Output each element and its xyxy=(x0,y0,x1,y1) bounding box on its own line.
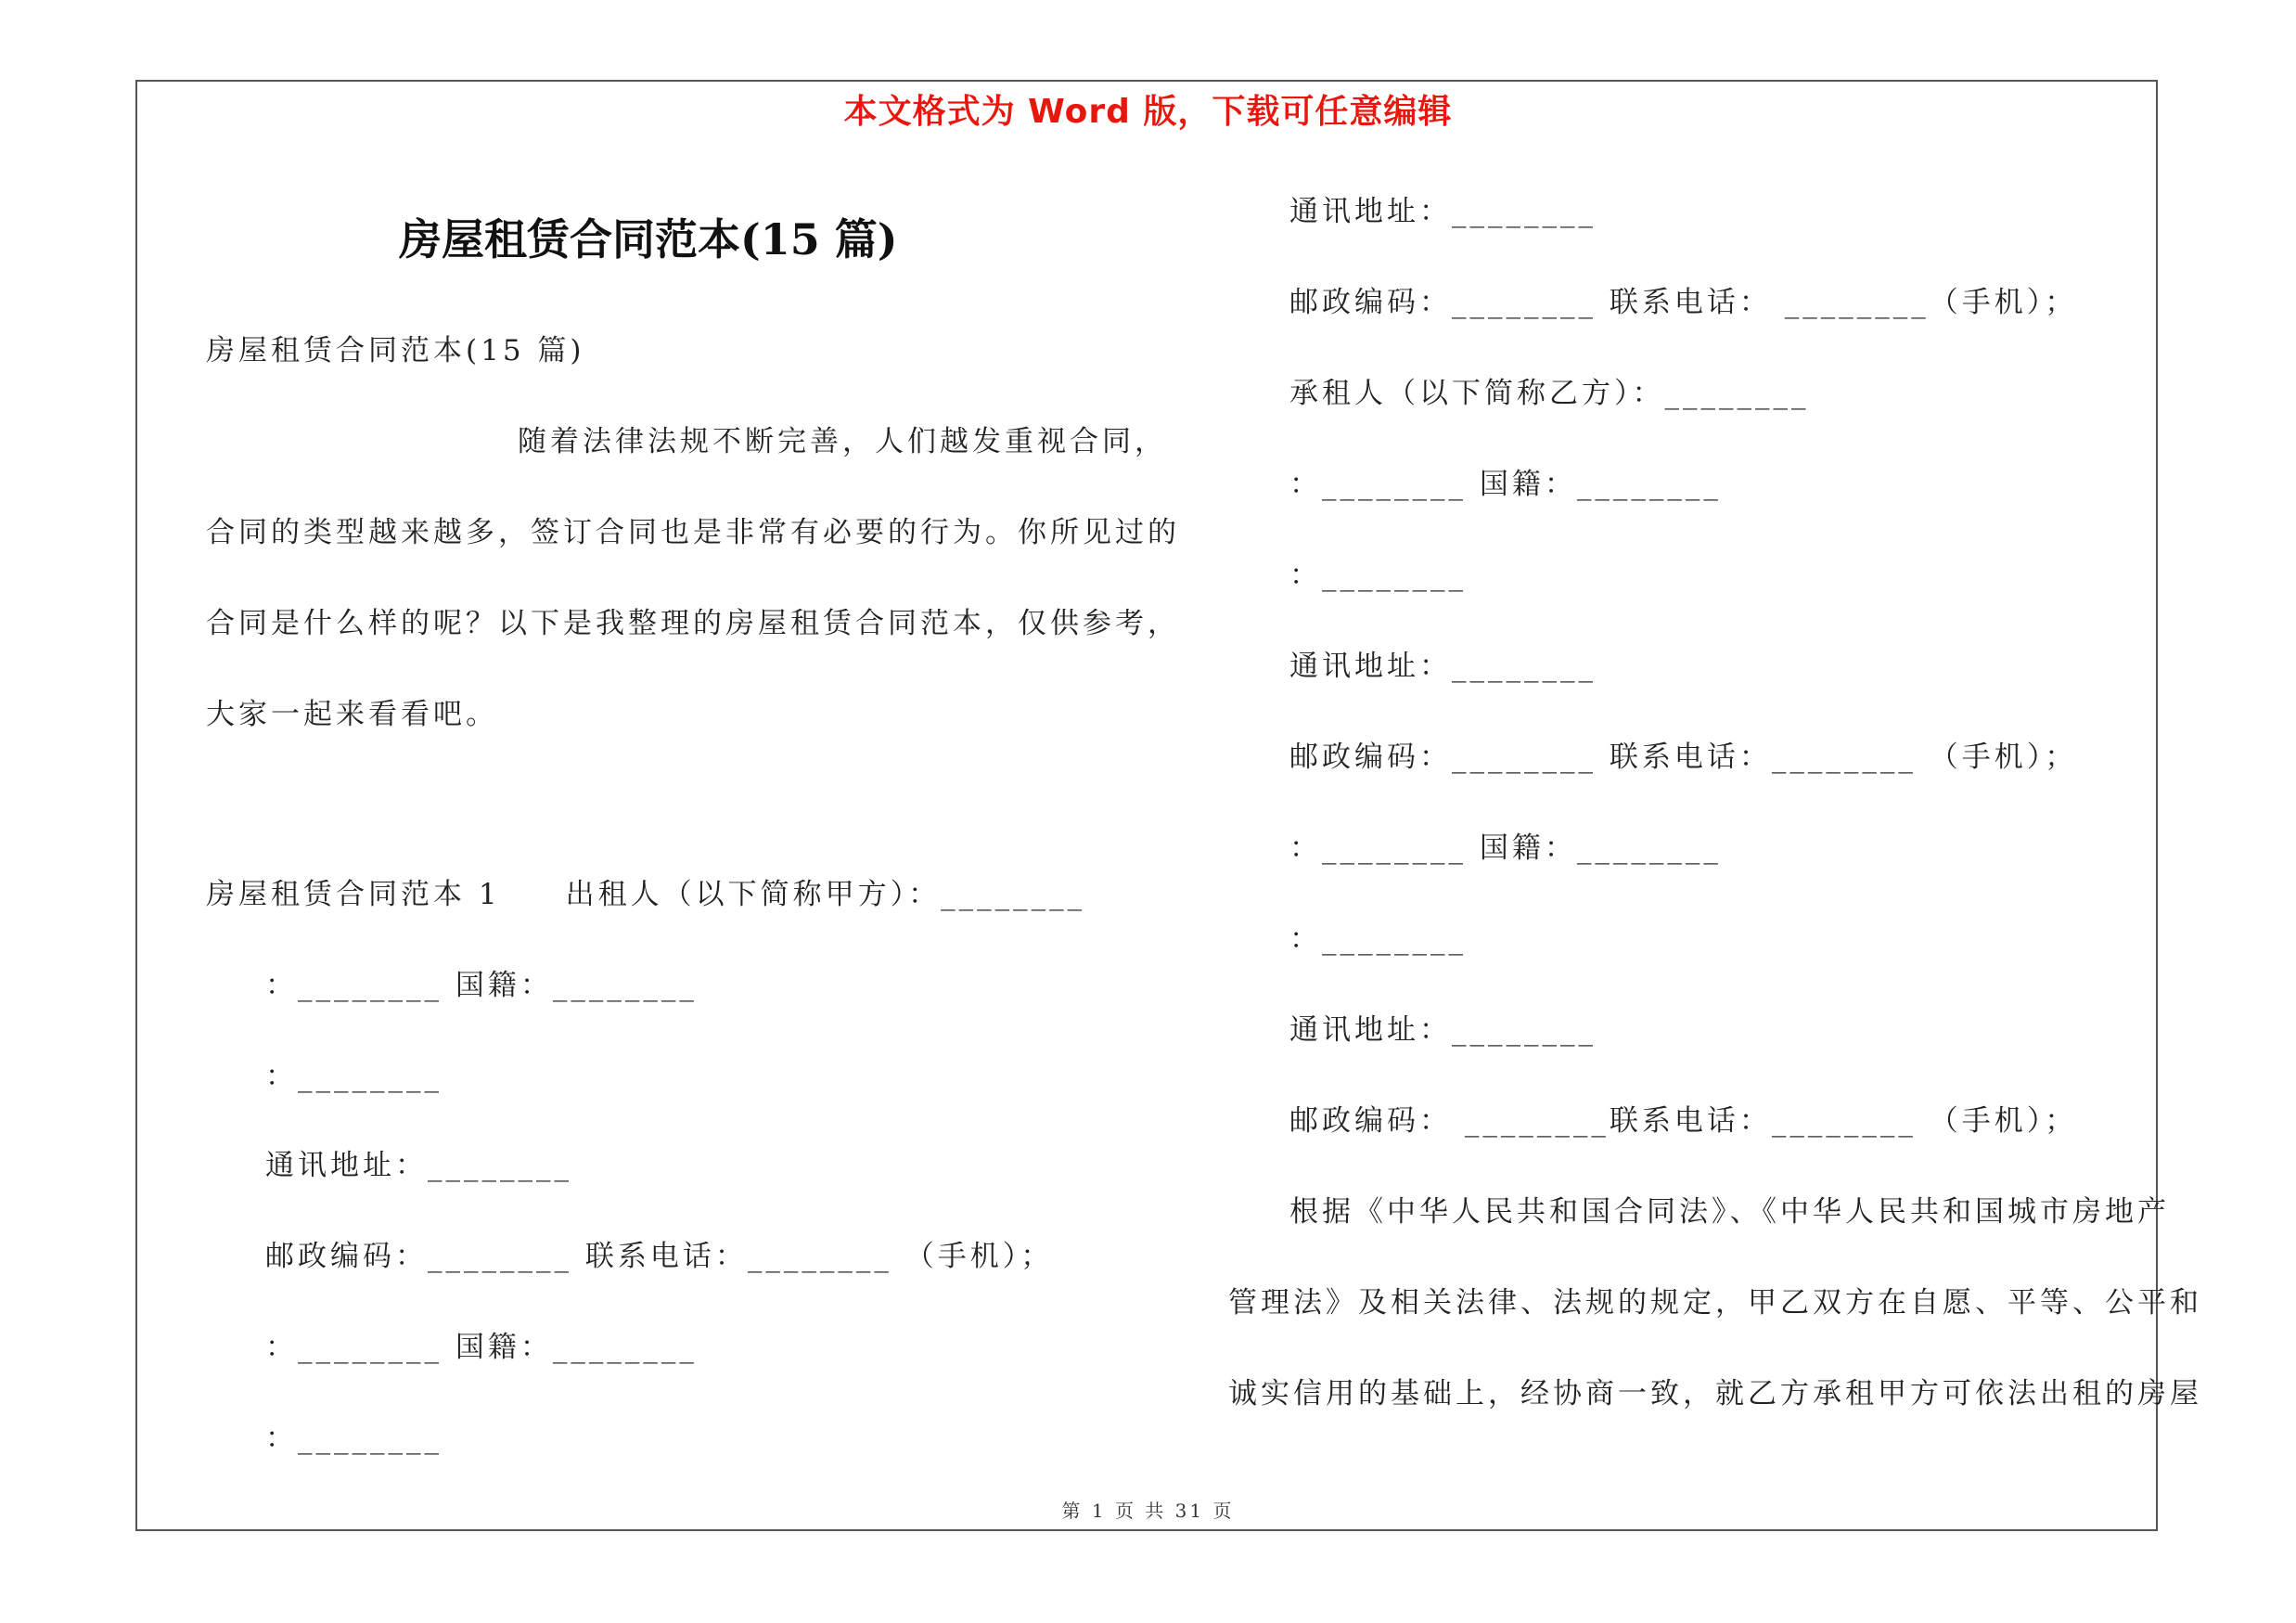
lessee-line: 承租人（以下简称乙方）：________ xyxy=(1289,377,1810,410)
blank-line: ：________ xyxy=(265,1422,443,1455)
address-line: 通讯地址：________ xyxy=(1289,195,1597,228)
paragraph-line: 大家一起来看看吧。 xyxy=(206,698,498,731)
nationality-line: ：________ 国籍：________ xyxy=(265,969,698,1002)
paragraph-line: 合同是什么样的呢？以下是我整理的房屋租赁合同范本，仅供参考， xyxy=(206,607,1180,640)
paragraph-line: 合同的类型越来越多，签订合同也是非常有必要的行为。你所见过的 xyxy=(206,516,1180,549)
blank-line: ：________ xyxy=(1289,922,1467,956)
postcode-phone-line: 邮政编码：________ 联系电话： ________（手机）； xyxy=(1289,286,2078,319)
subtitle-line: 房屋租赁合同范本(15 篇) xyxy=(206,334,585,367)
paragraph-line: 随着法律法规不断完善，人们越发重视合同， xyxy=(518,425,1167,458)
postcode-phone-line: 邮政编码：________ 联系电话：________ （手机）； xyxy=(265,1240,1054,1273)
paragraph-line: 诚实信用的基础上，经协商一致，就乙方承租甲方可依法出租的房屋 xyxy=(1228,1377,2202,1410)
lessor-line: 房屋租赁合同范本 1 出租人（以下简称甲方）：________ xyxy=(206,878,1086,911)
document-title: 房屋租赁合同范本(15 篇) xyxy=(399,214,898,264)
blank-line: ：________ xyxy=(265,1060,443,1093)
address-line: 通讯地址：________ xyxy=(1289,650,1597,683)
postcode-phone-line: 邮政编码： ________联系电话：________ （手机）； xyxy=(1289,1104,2078,1138)
paragraph-line: 管理法》及相关法律、法规的规定，甲乙双方在自愿、平等、公平和 xyxy=(1228,1286,2202,1320)
page-footer: 第 1 页 共 31 页 xyxy=(1061,1500,1235,1522)
nationality-line: ：________ 国籍：________ xyxy=(265,1331,698,1364)
nationality-line: ：________ 国籍：________ xyxy=(1289,831,1722,865)
nationality-line: ：________ 国籍：________ xyxy=(1289,468,1722,501)
address-line: 通讯地址：________ xyxy=(265,1149,572,1182)
address-line: 通讯地址：________ xyxy=(1289,1013,1597,1047)
blank-line: ：________ xyxy=(1289,559,1467,592)
postcode-phone-line: 邮政编码：________ 联系电话：________ （手机）； xyxy=(1289,741,2078,774)
paragraph-line: 根据《中华人民共和国合同法》、《中华人民共和国城市房地产 xyxy=(1289,1195,2170,1229)
format-banner: 本文格式为 Word 版，下载可任意编辑 xyxy=(843,93,1453,131)
